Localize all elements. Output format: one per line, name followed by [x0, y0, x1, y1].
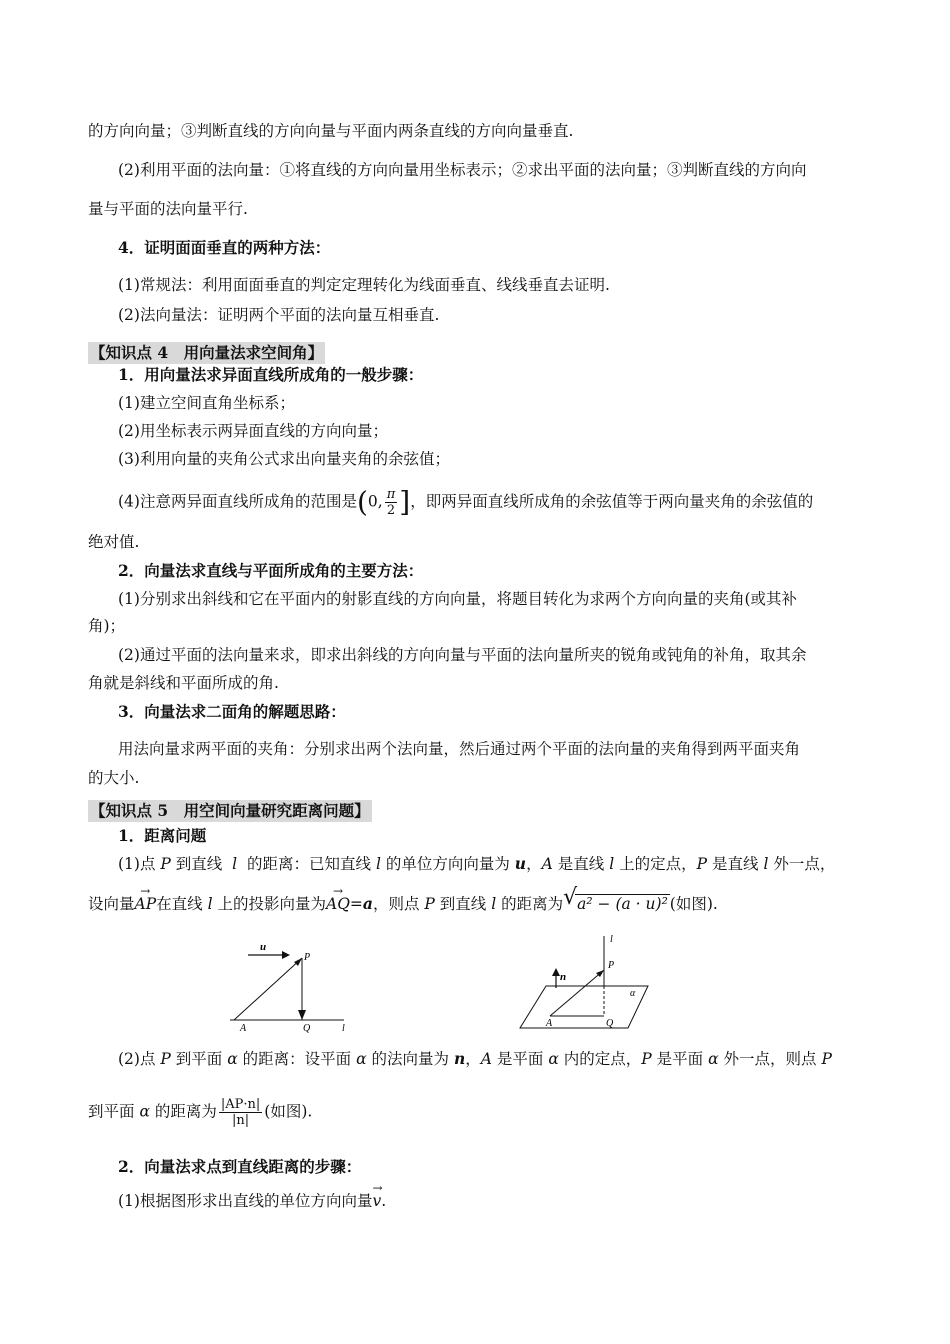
- arrowhead-n: [552, 968, 560, 976]
- figure-point-line-distance: [226, 938, 366, 1034]
- label-l: l: [342, 1023, 345, 1034]
- label-Q: Q: [606, 1018, 614, 1029]
- text-line: 量与平面的法向量平行.: [88, 200, 248, 218]
- label-A: A: [546, 1018, 553, 1029]
- text-line: 角就是斜线和平面所成的角.: [88, 674, 279, 692]
- text-line: (1)常规法：利用面面垂直的判定定理转化为线面垂直、线线垂直去证明.: [118, 276, 610, 294]
- figure-point-plane-distance: [516, 930, 676, 1034]
- label-alpha: α: [630, 988, 636, 999]
- text-line: 的大小.: [88, 769, 140, 787]
- text-line: (1)分别求出斜线和它在平面内的射影直线的方向向量，将题目转化为求两个方向向量的夹角(或其补: [118, 590, 798, 608]
- text-line: 用法向量求两平面的夹角：分别求出两个法向量，然后通过两个平面的法向量的夹角得到两平面夹角: [118, 740, 801, 758]
- subheading: 2．向量法求点到直线距离的步骤：: [118, 1157, 362, 1176]
- text-line: (1)点 P 到直线 l 的距离：已知直线 l 的单位方向向量为 u，A 是直线 l 上的定点，P 是直线 l 外一点，: [118, 854, 836, 873]
- text-line: (4)注意两异面直线所成角的范围是(0, $\frac{\pi}{2}$ ]，即两异面直线所成角的余弦值等于两向量夹角的余弦值的: [118, 485, 814, 519]
- text-line: 设向量→ AP在直线 l 上的投影向量为→ AQ=a，则点 P 到直线 l 的距离为 √ a² − (a · u)² (如图).: [88, 893, 718, 915]
- label-A: A: [240, 1023, 247, 1034]
- text-line: (2)通过平面的法向量来求，即求出斜线的方向向量与平面的法向量所夹的锐角或钝角的补角，取其余: [118, 646, 807, 664]
- label-P: P: [608, 960, 615, 971]
- section-header: 【知识点 5 用空间向量研究距离问题】: [90, 801, 370, 820]
- segment-AP: [550, 970, 604, 1016]
- label-u: u: [260, 941, 267, 953]
- section-header: 【知识点 4 用向量法求空间角】: [90, 343, 324, 362]
- label-n: n: [560, 971, 567, 983]
- arrowhead-u: [282, 951, 290, 959]
- text-line: 绝对值.: [88, 533, 140, 551]
- text-line: (3)利用向量的夹角公式求出向量夹角的余弦值；: [118, 450, 450, 468]
- label-P: P: [304, 952, 311, 963]
- text-line: 到平面 α 的距离为 $\frac{|AP\cdot n|}{|n|}$ (如图).: [88, 1097, 313, 1128]
- segment-AP: [234, 958, 302, 1020]
- text-line: (2)点 P 到平面 α 的距离：设平面 α 的法向量为 n，A 是平面 α 内的定点，P 是平面 α 外一点，则点 P: [118, 1049, 832, 1068]
- text-line: 的方向向量；③判断直线的方向向量与平面内两条直线的方向向量垂直.: [88, 122, 574, 140]
- subheading: 1．用向量法求异面直线所成角的一般步骤：: [118, 365, 424, 384]
- text-line: (1)根据图形求出直线的单位方向向量→ v.: [118, 1190, 386, 1212]
- label-Q: Q: [303, 1023, 311, 1034]
- text-line: (2)法向量法：证明两个平面的法向量互相垂直.: [118, 306, 440, 324]
- subheading: 4．证明面面垂直的两种方法：: [118, 238, 331, 257]
- plane-alpha: [520, 986, 648, 1028]
- arrowhead-PQ: [298, 1010, 306, 1020]
- text-line: 角)；: [88, 617, 126, 635]
- text-line: (2)利用平面的法向量：①将直线的方向向量用坐标表示；②求出平面的法向量；③判断直线的方向向: [118, 161, 807, 179]
- text-line: (2)用坐标表示两异面直线的方向向量；: [118, 422, 388, 440]
- text-line: (1)建立空间直角坐标系；: [118, 394, 295, 412]
- subheading: 3．向量法求二面角的解题思路：: [118, 702, 346, 721]
- subheading: 1．距离问题: [118, 826, 207, 845]
- label-l: l: [610, 934, 613, 945]
- subheading: 2．向量法求直线与平面所成角的主要方法：: [118, 561, 424, 580]
